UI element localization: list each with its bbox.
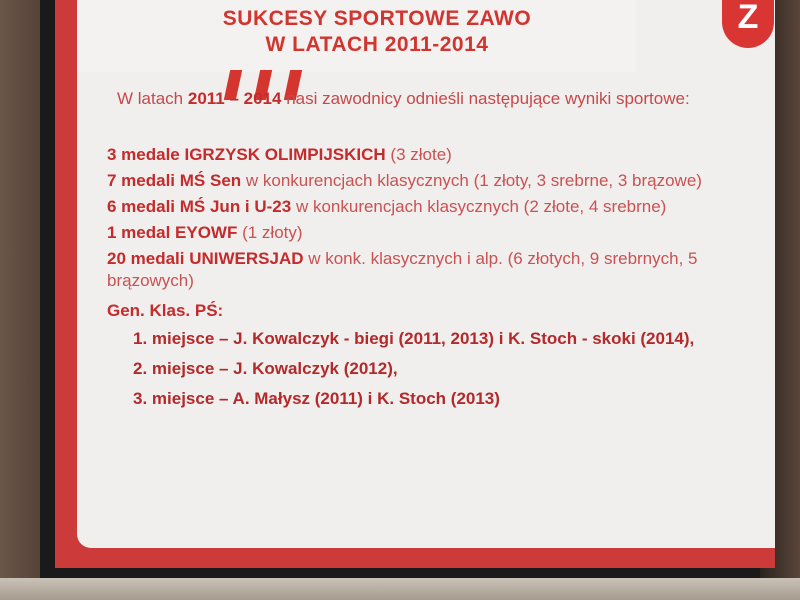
slide-title: [137, 6, 617, 58]
result-item: 3 medale IGRZYSK OLIMPIJSKICH (3 złote): [107, 145, 452, 164]
title-line-2: W LATACH 2011-2014: [265, 33, 489, 56]
result-item: 6 medali MŚ Jun i U-23 w konkurencjach klasycznych (2 złote, 4 srebrne): [107, 197, 667, 216]
title-line-1: SUKCESY SPORTOWE ZAWO: [222, 7, 532, 30]
intro-text: W latach 2011 – 2014 nasi zawodnicy odnieśli następujące wyniki sportowe:: [117, 89, 690, 108]
result-item: 7 medali MŚ Sen w konkurencjach klasycznych (1 złoty, 3 srebrne, 3 brązowe): [107, 171, 702, 190]
slide-body: [107, 88, 757, 418]
slide-content-area: [77, 0, 775, 548]
projected-slide: [55, 0, 775, 568]
result-item: 20 medali UNIWERSJAD w konk. klasycznych i alp. (6 złotych, 9 srebrnych, 5 brązowych): [107, 249, 698, 290]
title-bar: [77, 0, 637, 72]
general-classification-label: Gen. Klas. PŚ:: [107, 301, 224, 320]
logo-shield-icon: Z: [722, 0, 774, 48]
place-item: 1. miejsce – J. Kowalczyk - biegi (2011, 2013) i K. Stoch - skoki (2014),: [133, 329, 695, 348]
floor-strip: [0, 578, 800, 600]
place-item: 2. miejsce – J. Kowalczyk (2012),: [133, 359, 398, 378]
place-item: 3. miejsce – A. Małysz (2011) i K. Stoch (2013): [133, 389, 500, 408]
result-item: 1 medal EYOWF (1 złoty): [107, 223, 303, 242]
